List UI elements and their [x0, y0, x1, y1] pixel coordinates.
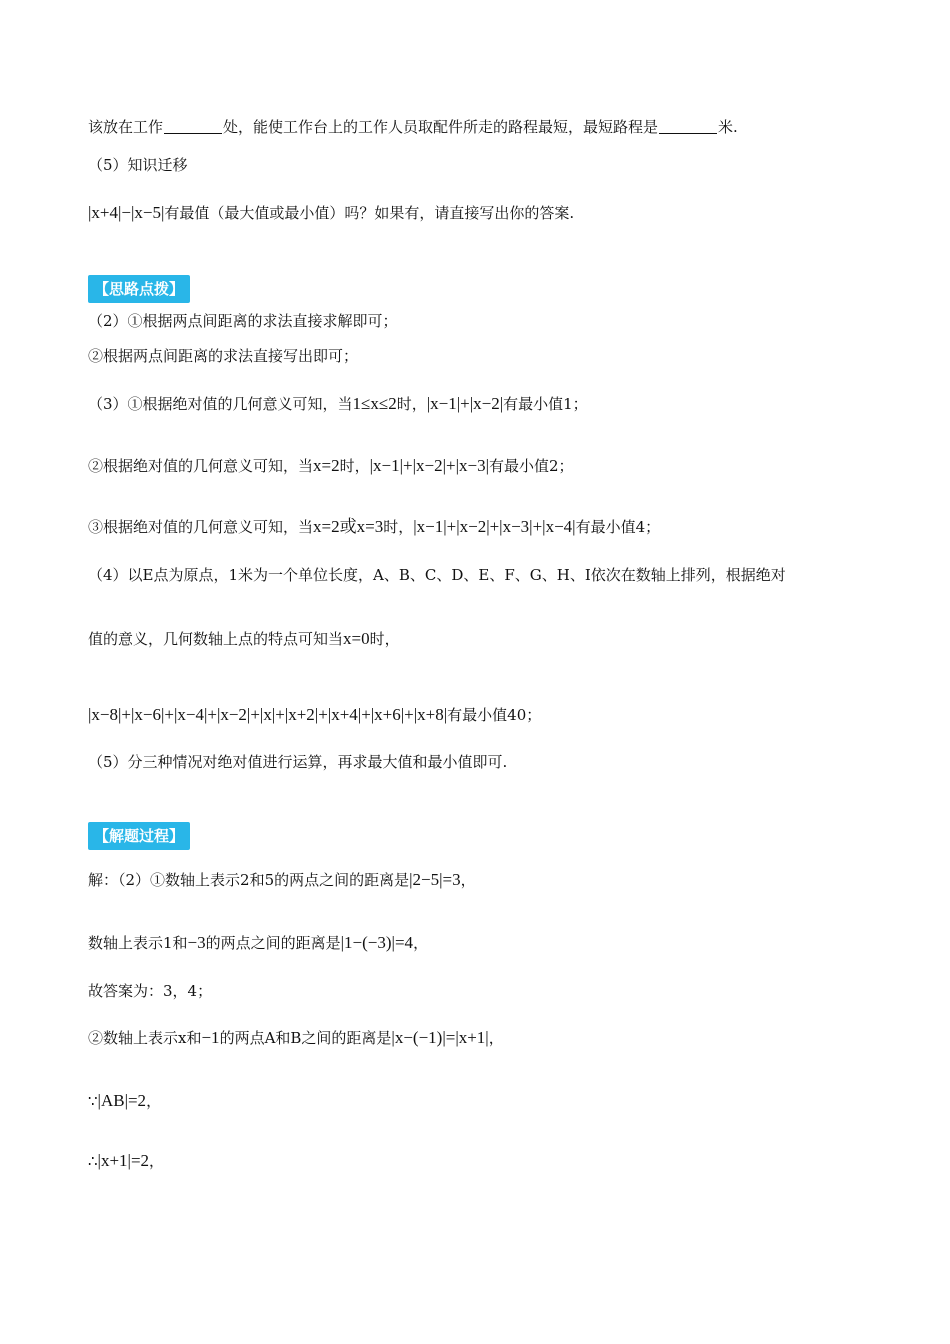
hint-5-expression: |x−1|+|x−2|+|x−3|+|x−4| [413, 517, 576, 536]
hint-7-condition: x=0 [343, 629, 370, 648]
hint-7-text-b: 时， [369, 630, 400, 648]
hint-7-text-a: 值的意义，几何数轴上点的特点可知当 [88, 630, 344, 648]
solution-4-comma: ， [488, 1029, 504, 1047]
hint-line-2: ②根据两点间距离的求法直接写出即可； [88, 347, 359, 365]
q5-text: 有最值（最大值或最小值）吗？如果有，请直接写出你的答案. [164, 204, 575, 222]
hint-line-1: （2）①根据两点间距离的求法直接求解即可； [88, 312, 398, 330]
q4-suffix: 米. [718, 118, 738, 136]
hint-line-4 [88, 455, 574, 477]
hint-line-5 [88, 516, 660, 538]
hint-5-text-b: 时， [383, 518, 414, 536]
solution-line-4 [88, 1027, 504, 1049]
hint-tag: 【思路点拨】 [88, 275, 190, 303]
solution-4-expression: |x−(−1)|=|x+1| [391, 1028, 489, 1047]
q5-expression: |x+4|−|x−5| [88, 203, 165, 222]
hint-5-condition: x=2或x=3 [313, 517, 384, 536]
solution-1-text: 解：（2）①数轴上表示2和5的两点之间的距离是 [88, 871, 410, 889]
solution-line-2 [88, 932, 428, 954]
solution-2-text-a: 数轴上表示1和 [88, 934, 188, 952]
solution-2-number: −3 [187, 933, 206, 952]
hint-line-3 [88, 393, 588, 415]
hint-4-text-c: 有最小值2； [488, 457, 574, 475]
hint-3-text-a: （3）①根据绝对值的几何意义可知，当 [88, 395, 353, 413]
hint-3-text-b: 时， [396, 395, 427, 413]
solution-6-expression: |x+1|=2 [97, 1151, 150, 1170]
hint-line-8 [88, 704, 541, 726]
solution-line-1 [88, 869, 476, 891]
solution-tag: 【解题过程】 [88, 822, 190, 850]
hint-4-text-b: 时， [339, 457, 370, 475]
solution-line-5 [88, 1090, 161, 1112]
answer-blank-1[interactable] [164, 119, 222, 134]
hint-4-expression: |x−1|+|x−2|+|x−3| [369, 456, 489, 475]
hint-line-9: （5）分三种情况对绝对值进行运算，再求最大值和最小值即可. [88, 753, 508, 771]
hint-3-condition: 1≤x≤2 [352, 394, 397, 413]
hint-line-6: （4）以E点为原点，1米为一个单位长度，A、B、C、D、E、F、G、H、I依次在数轴上排列，根据绝对 [88, 566, 786, 584]
hint-line-7 [88, 628, 400, 650]
hint-8-text: 有最小值40； [447, 706, 542, 724]
solution-4-text-a: ②数轴上表示x和 [88, 1029, 202, 1047]
solution-2-text-b: 的两点之间的距离是 [205, 934, 341, 952]
q5-question [88, 202, 574, 224]
solution-4-number: −1 [201, 1028, 220, 1047]
solution-4-text-b: 的两点A和B之间的距离是 [219, 1029, 392, 1047]
solution-5-expression: |AB|=2 [97, 1091, 147, 1110]
solution-2-expression: |1−(−3)|=4 [340, 933, 414, 952]
answer-blank-2[interactable] [659, 119, 717, 134]
solution-line-6 [88, 1150, 164, 1172]
because-symbol: ∵ [88, 1092, 98, 1110]
therefore-symbol: ∴ [88, 1152, 98, 1170]
solution-1-expression: |2−5|=3 [409, 870, 461, 889]
hint-3-expression: |x−1|+|x−2| [426, 394, 504, 413]
solution-5-comma: ， [146, 1092, 162, 1110]
q4-middle: 处，能使工作台上的工作人员取配件所走的路程最短，最短路程是 [223, 118, 659, 136]
solution-line-3: 故答案为：3，4； [88, 982, 213, 1000]
q4-tail-line [88, 116, 738, 138]
solution-2-comma: ， [413, 934, 429, 952]
q4-prefix: 该放在工作 [88, 118, 164, 136]
hint-3-text-c: 有最小值1； [503, 395, 588, 413]
hint-4-text-a: ②根据绝对值的几何意义可知，当 [88, 457, 314, 475]
solution-1-comma: ， [460, 871, 476, 889]
hint-4-condition: x=2 [313, 456, 340, 475]
hint-5-text-a: ③根据绝对值的几何意义可知，当 [88, 518, 314, 536]
q5-label: （5）知识迁移 [88, 156, 188, 174]
solution-6-comma: ， [149, 1152, 165, 1170]
hint-8-expression: |x−8|+|x−6|+|x−4|+|x−2|+|x|+|x+2|+|x+4|+|x+6|+|x+8| [88, 705, 448, 724]
hint-5-text-c: 有最小值4； [575, 518, 661, 536]
